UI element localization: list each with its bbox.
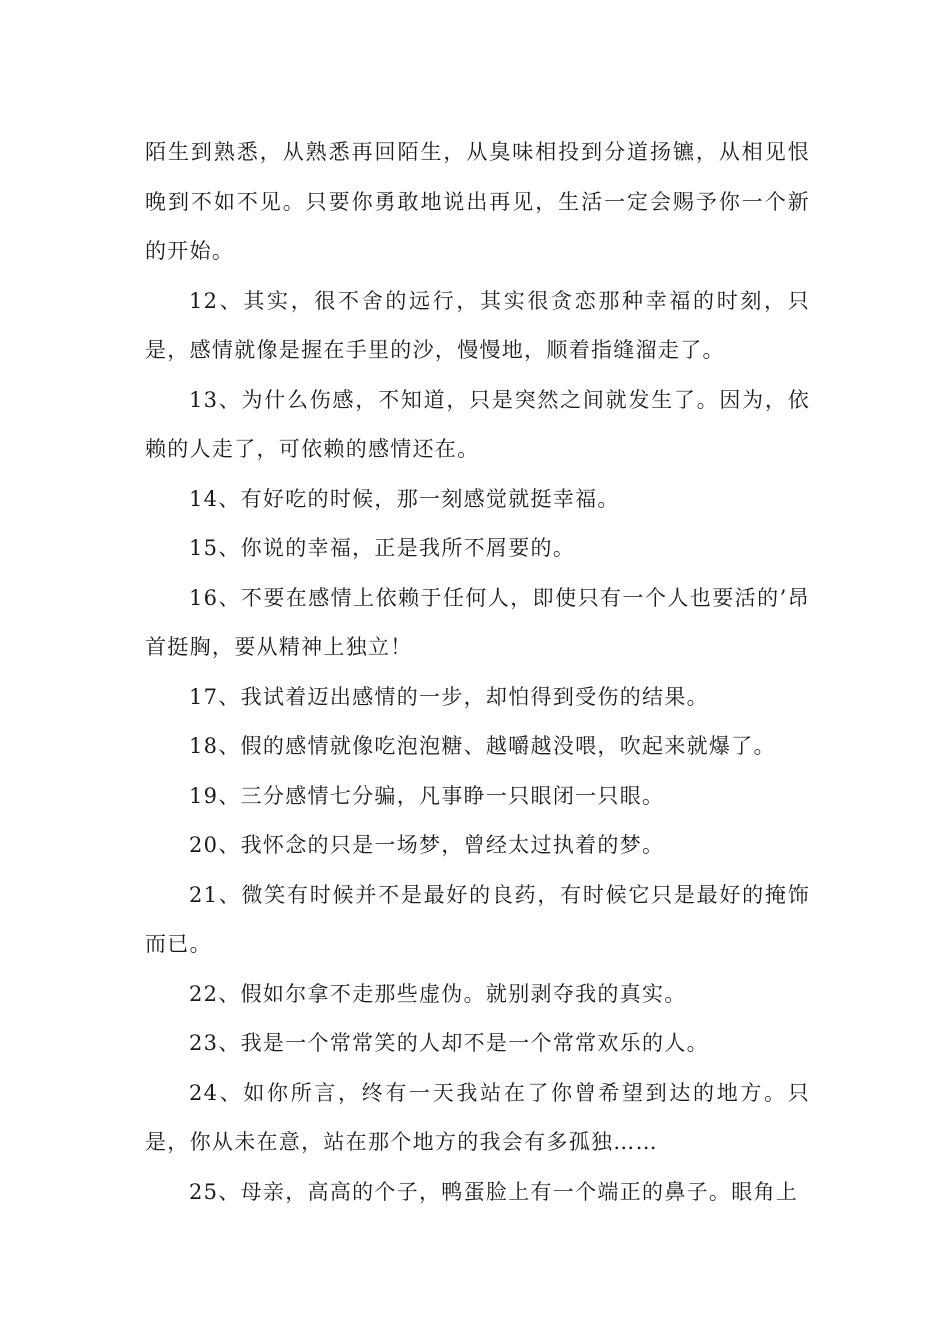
paragraph-item-17: 17、我试着迈出感情的一步，却怕得到受伤的结果。	[189, 684, 709, 709]
paragraph-item-13: 13、为什么伤感，不知道，只是突然之间就发生了。因为，依赖的人走了，可依赖的感情还在。	[145, 387, 810, 461]
paragraph-item-14: 14、有好吃的时候，那一刻感觉就挺幸福。	[189, 486, 620, 511]
paragraph-continuation: 陌生到熟悉，从熟悉再回陌生，从臭味相投到分道扬镳，从相见恨晚到不如不见。只要你勇敢地说出再见，生活一定会赐予你一个新的开始。	[145, 140, 810, 263]
paragraph-item-22: 22、假如尔拿不走那些虚伪。就别剥夺我的真实。	[189, 981, 687, 1006]
paragraph-item-12: 12、其实，很不舍的远行，其实很贪恋那种幸福的时刻，只是，感情就像是握在手里的沙，慢慢地，顺着指缝溜走了。	[145, 288, 810, 362]
paragraph-item-25: 25、母亲，高高的个子，鸭蛋脸上有一个端正的鼻子。眼角上	[189, 1179, 799, 1204]
paragraph-item-16: 16、不要在感情上依赖于任何人，即使只有一个人也要活的’昂首挺胸，要从精神上独立！	[145, 585, 810, 659]
paragraph-item-15: 15、你说的幸福，正是我所不屑要的。	[189, 536, 576, 560]
paragraph-item-18: 18、假的感情就像吃泡泡糖、越嚼越没喂，吹起来就爆了。	[189, 734, 776, 758]
paragraph-item-20: 20、我怀念的只是一场梦，曾经太过执着的梦。	[189, 833, 665, 857]
paragraph-item-21: 21、微笑有时候并不是最好的良药，有时候它只是最好的掩饰而已。	[145, 882, 810, 956]
body-text	[145, 128, 810, 1217]
paragraph-item-24: 24、如你所言，终有一天我站在了你曾希望到达的地方。只是，你从未在意，站在那个地方的我会有多孤独……	[145, 1080, 810, 1154]
paragraph-item-19: 19、三分感情七分骗，凡事睁一只眼闭一只眼。	[189, 783, 665, 808]
paragraph-item-23: 23、我是一个常常笑的人却不是一个常常欢乐的人。	[189, 1031, 709, 1055]
